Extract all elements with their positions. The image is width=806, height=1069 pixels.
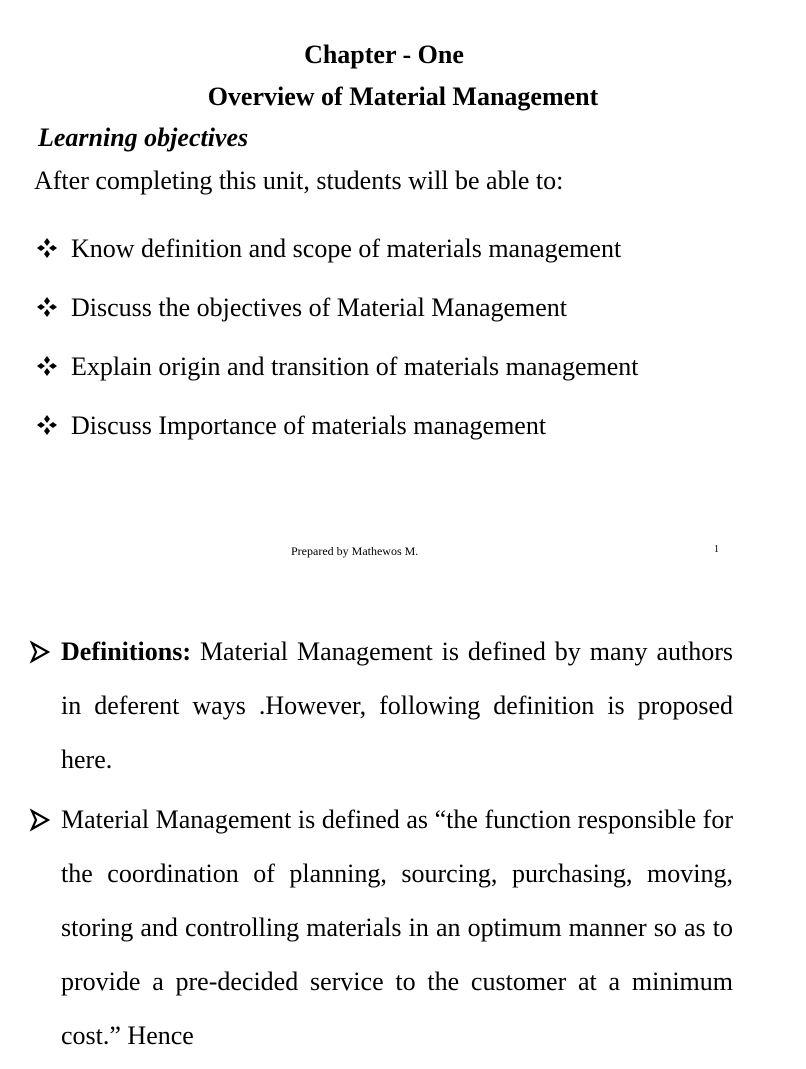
objective-item bbox=[34, 281, 728, 335]
chapter-title: Chapter - One bbox=[304, 40, 464, 69]
diamond-cluster-icon bbox=[36, 355, 58, 377]
definitions-list bbox=[28, 625, 733, 1069]
definition-point bbox=[28, 793, 733, 1063]
arrow-right-icon bbox=[30, 810, 50, 830]
objective-item bbox=[34, 222, 728, 276]
objectives-list bbox=[34, 222, 728, 458]
footer-author: Prepared by Mathewos M. bbox=[291, 544, 419, 558]
slide-2 bbox=[0, 575, 768, 1050]
diamond-cluster-icon bbox=[36, 296, 58, 318]
objectives-heading: Learning objectives bbox=[38, 123, 249, 152]
chapter-subtitle: Overview of Material Management bbox=[207, 82, 599, 111]
definition-text: Material Management is defined as “the function responsible for the coordination of planning, sourcing, purchasing, moving, storing and controlling materials in an optimum manner so as to provide a pre-decided service to the customer at a minimum cost.” Hence bbox=[61, 805, 733, 1050]
objective-item bbox=[34, 340, 728, 394]
objective-text: Discuss Importance of materials management bbox=[71, 411, 547, 440]
objective-item bbox=[34, 399, 728, 453]
objective-text: Know definition and scope of materials management bbox=[71, 234, 622, 263]
diamond-cluster-icon bbox=[36, 414, 58, 436]
intro-text: After completing this unit, students will be able to: bbox=[34, 166, 564, 195]
objective-text: Explain origin and transition of materials management bbox=[71, 352, 639, 381]
arrow-right-icon bbox=[30, 642, 50, 662]
page-number: 1 bbox=[714, 544, 719, 555]
diamond-cluster-icon bbox=[36, 237, 58, 259]
objective-text: Discuss the objectives of Material Management bbox=[71, 293, 568, 322]
definition-label: Definitions: bbox=[61, 637, 191, 666]
definition-text: Material Management is defined by many authors in deferent ways .However, following definition is proposed here. bbox=[61, 637, 733, 774]
definition-point bbox=[28, 625, 733, 787]
